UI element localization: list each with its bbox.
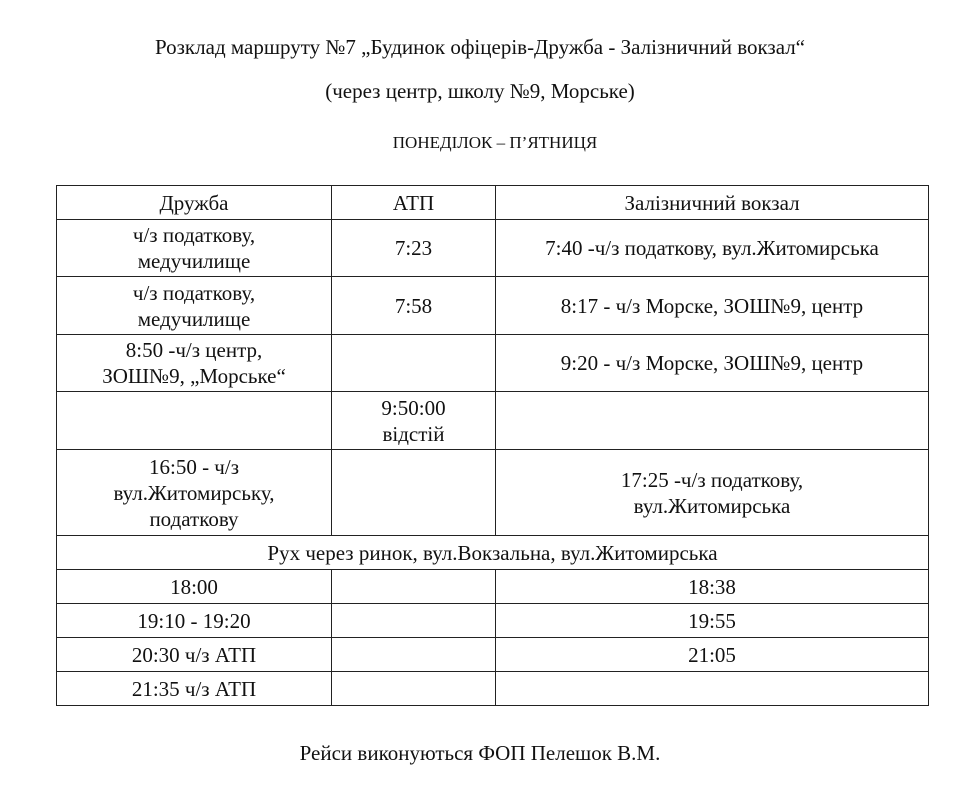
column-header-station: Залізничний вокзал (496, 186, 929, 220)
table-cell: 8:50 -ч/з центр, ЗОШ№9, „Морське“ (57, 335, 332, 392)
table-cell: 9:20 - ч/з Морске, ЗОШ№9, центр (496, 335, 929, 392)
table-cell: 17:25 -ч/з податкову, вул.Житомирська (496, 450, 929, 536)
table-cell (332, 604, 496, 638)
table-row (57, 638, 929, 672)
schedule-title: Розклад маршруту №7 „Будинок офіцерів-Дружба - Залізничний вокзал“ (154, 35, 805, 59)
column-header-druzhba: Дружба (57, 186, 332, 220)
table-row (57, 570, 929, 604)
table-cell: 18:00 (57, 570, 332, 604)
table-cell: 18:38 (496, 570, 929, 604)
table-row (57, 335, 929, 392)
schedule-table (56, 185, 929, 706)
table-row (57, 220, 929, 277)
table-row (57, 672, 929, 706)
schedule-subtitle: (через центр, школу №9, Морське) (325, 79, 635, 103)
route-note: Рух через ринок, вул.Вокзальна, вул.Житомирська (57, 536, 929, 570)
table-cell: 20:30 ч/з АТП (57, 638, 332, 672)
table-cell: 7:23 (332, 220, 496, 277)
table-cell: 19:10 - 19:20 (57, 604, 332, 638)
table-row (57, 392, 929, 450)
table-cell (332, 638, 496, 672)
table-cell: 16:50 - ч/з вул.Житомирську, податкову (57, 450, 332, 536)
table-cell (496, 392, 929, 450)
table-cell (332, 570, 496, 604)
table-cell: 9:50:00 відстій (332, 392, 496, 450)
table-header-row (57, 186, 929, 220)
table-row (57, 277, 929, 335)
table-row (57, 604, 929, 638)
column-header-atp: АТП (332, 186, 496, 220)
route-note-row (57, 536, 929, 570)
table-cell: 19:55 (496, 604, 929, 638)
table-cell: 21:05 (496, 638, 929, 672)
days-heading: ПОНЕДІЛОК – П’ЯТНИЦЯ (392, 133, 598, 152)
table-cell (57, 392, 332, 450)
table-cell (332, 672, 496, 706)
table-cell (332, 450, 496, 536)
table-cell: 7:40 -ч/з податкову, вул.Житомирська (496, 220, 929, 277)
table-cell: 21:35 ч/з АТП (57, 672, 332, 706)
table-cell: 7:58 (332, 277, 496, 335)
table-cell: 8:17 - ч/з Морске, ЗОШ№9, центр (496, 277, 929, 335)
table-cell (496, 672, 929, 706)
table-cell (332, 335, 496, 392)
table-row (57, 450, 929, 536)
table-cell: ч/з податкову, медучилище (57, 220, 332, 277)
table-cell: ч/з податкову, медучилище (57, 277, 332, 335)
operator-footer: Рейси виконуються ФОП Пелешок В.М. (299, 741, 661, 765)
